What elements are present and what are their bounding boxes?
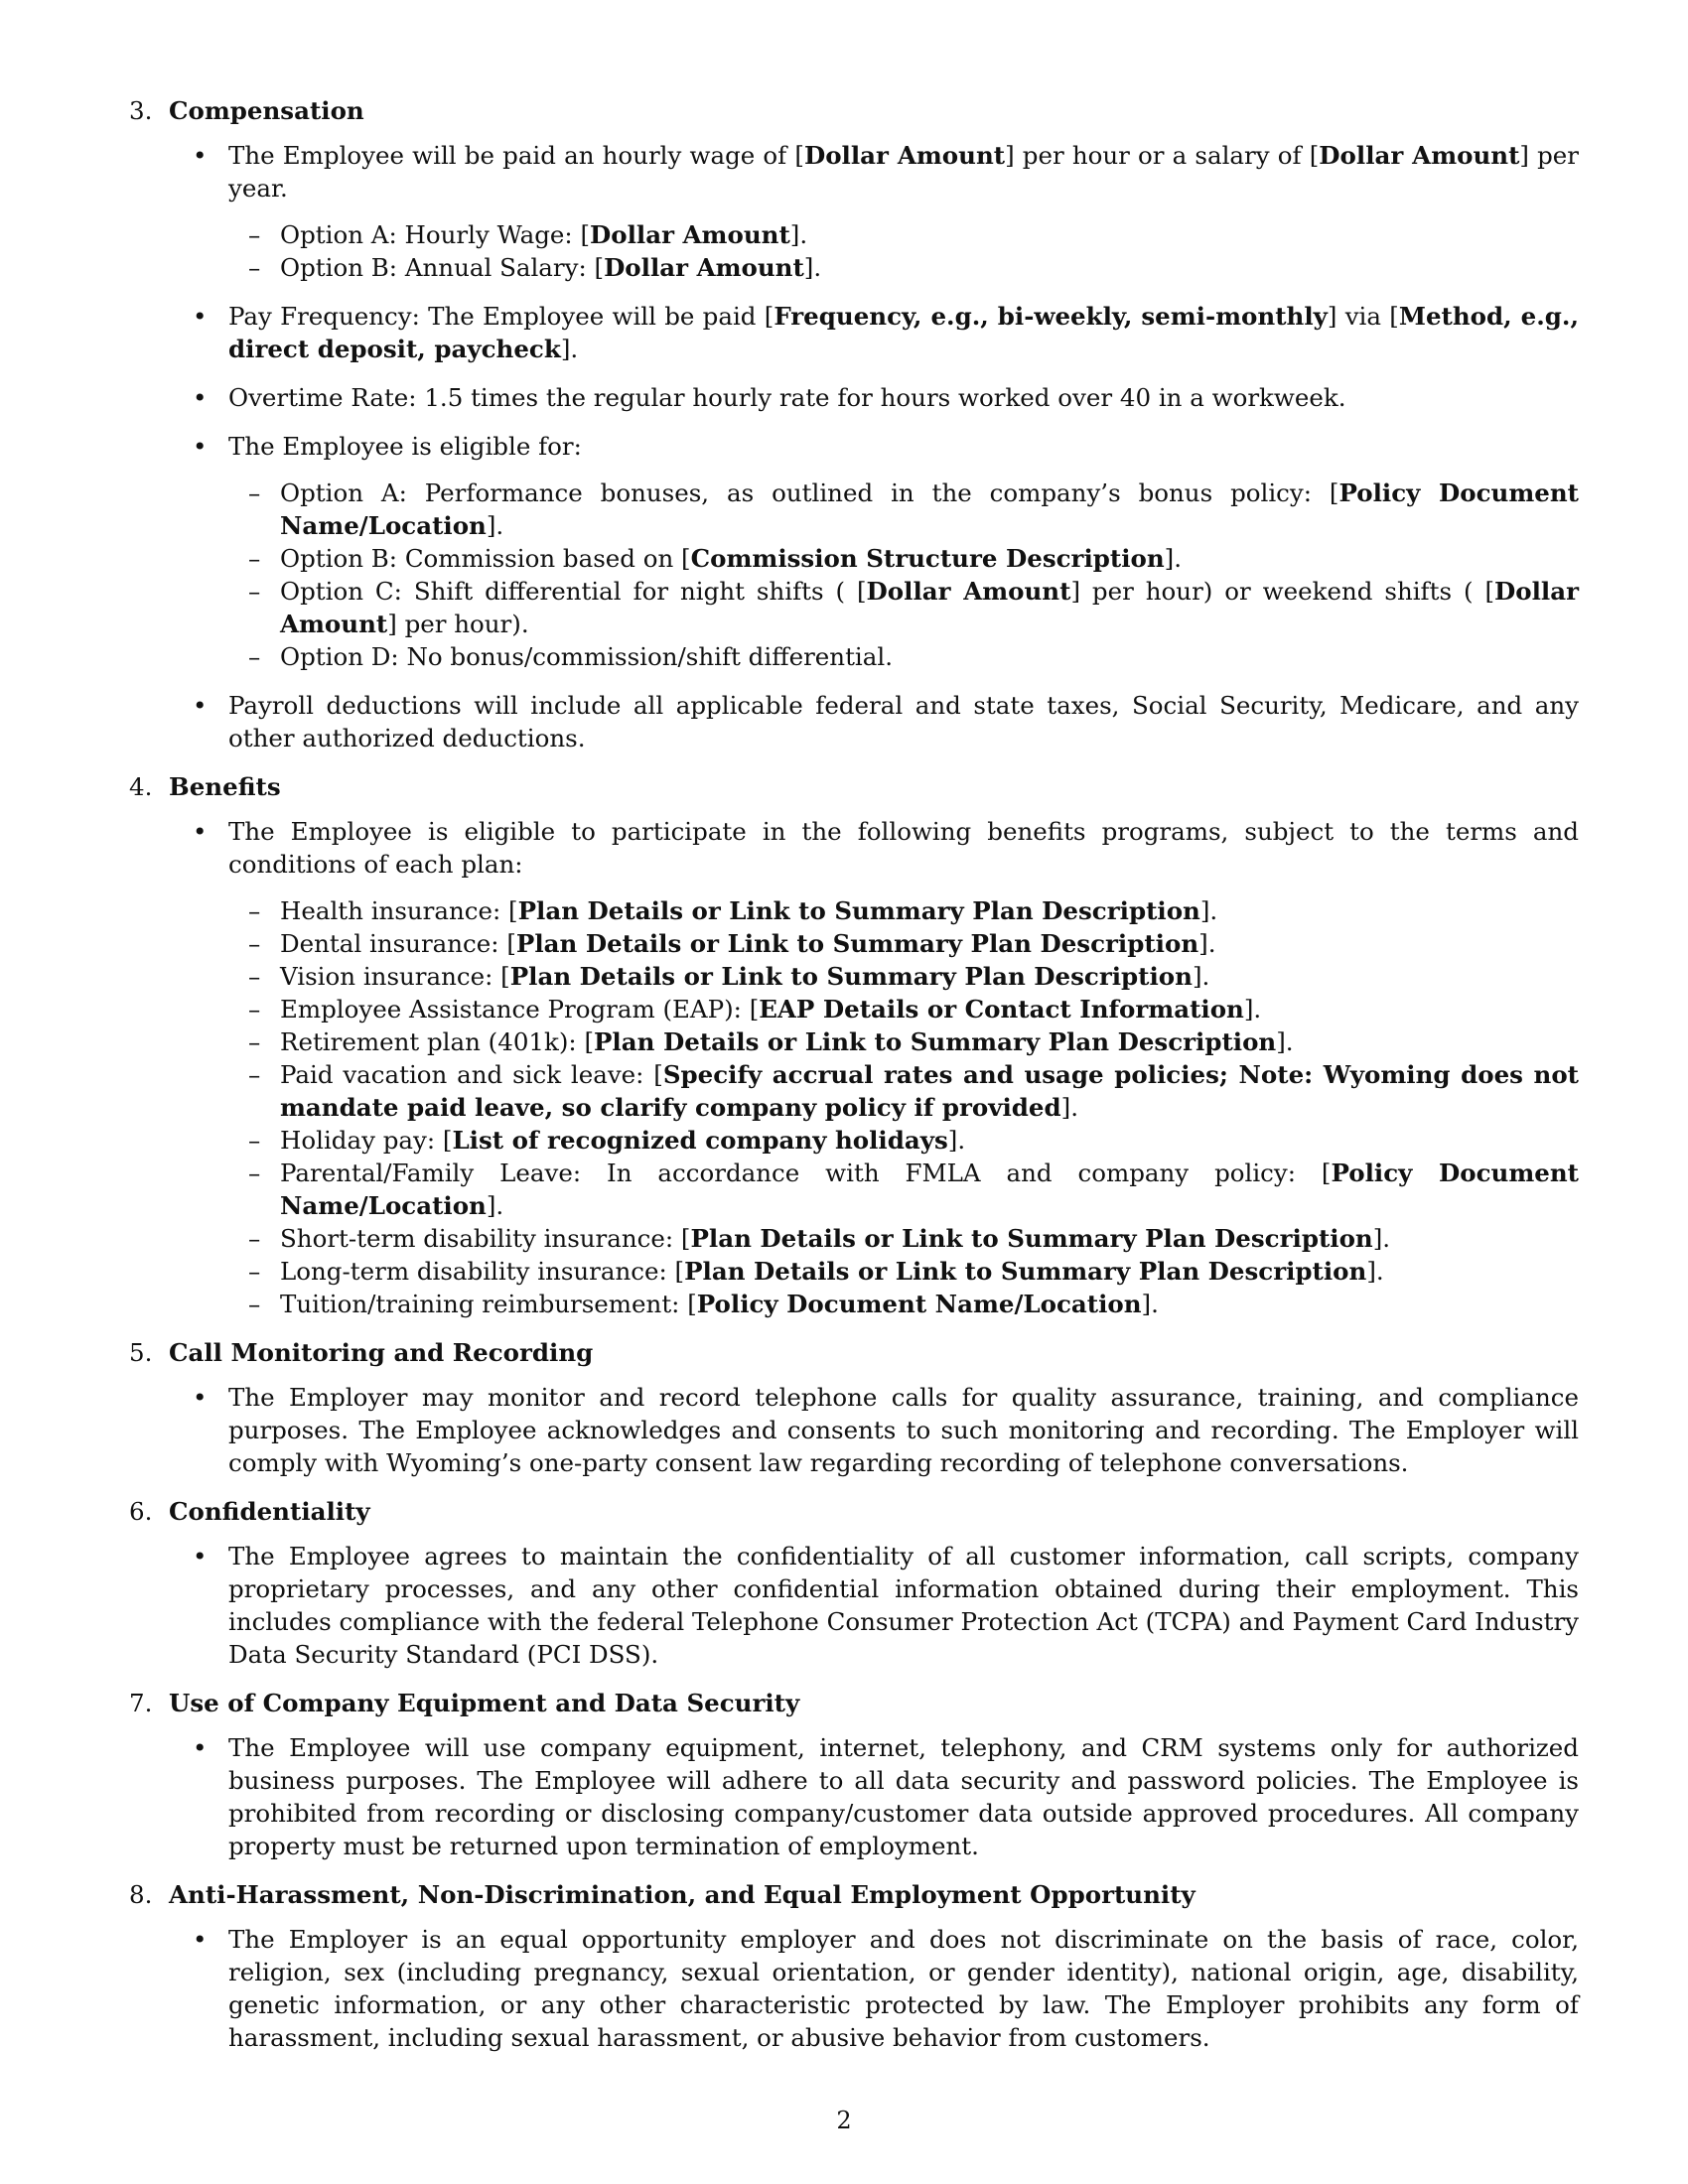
bullet-item bbox=[169, 139, 1579, 284]
placeholder-field: Plan Details or Link to Summary Plan Description bbox=[684, 1257, 1367, 1286]
placeholder-field: Dollar Amount bbox=[590, 220, 790, 249]
bullet-text bbox=[228, 1381, 1579, 1479]
text-run: Health insurance: [ bbox=[280, 896, 518, 925]
sub-item bbox=[228, 251, 1579, 284]
text-run: The Employer is an equal opportunity employer and does not discriminate on the basis of race, color, religion, sex (including pregnancy, sexual orientation, or gender identity), national origin, age, disability, genetic information, or any other characteristic protected by law. The Employer prohibits any form of harassment, including sexual harassment, or abusive behavior from customers. bbox=[228, 1925, 1579, 2052]
bullet-text bbox=[228, 1923, 1579, 2054]
sub-list bbox=[228, 894, 1579, 1320]
bullet-item bbox=[169, 430, 1579, 673]
text-run: Retirement plan (401k): [ bbox=[280, 1027, 594, 1056]
sub-item bbox=[228, 894, 1579, 927]
sub-item bbox=[228, 993, 1579, 1025]
bullet-list bbox=[169, 1923, 1579, 2054]
bullet-item bbox=[169, 1923, 1579, 2054]
section-heading: Confidentiality bbox=[169, 1497, 370, 1526]
text-run: Option B: Commission based on [ bbox=[280, 544, 691, 573]
sub-item bbox=[228, 1058, 1579, 1124]
text-run: ]. bbox=[1372, 1224, 1391, 1253]
bullet-text bbox=[228, 1731, 1579, 1862]
section bbox=[129, 1495, 1579, 1671]
text-run: Overtime Rate: 1.5 times the regular hourly rate for hours worked over 40 in a workweek. bbox=[228, 383, 1346, 412]
text-run: Option B: Annual Salary: [ bbox=[280, 253, 605, 282]
bullet-item bbox=[169, 689, 1579, 754]
text-run: The Employer may monitor and record telephone calls for quality assurance, training, and compliance purposes. The Employee acknowledges and consents to such monitoring and recording. The Employer will comply with Wyoming’s one-party consent law regarding recording of telephone conversations. bbox=[228, 1383, 1579, 1477]
text-run: ] via [ bbox=[1327, 302, 1399, 331]
sub-item bbox=[228, 927, 1579, 960]
text-run: Vision insurance: [ bbox=[280, 962, 510, 991]
text-run: The Employee will be paid an hourly wage of [ bbox=[228, 141, 804, 170]
text-run: ]. bbox=[1164, 544, 1183, 573]
section bbox=[129, 94, 1579, 754]
bullet-item bbox=[169, 300, 1579, 365]
text-run: Paid vacation and sick leave: [ bbox=[280, 1060, 663, 1089]
text-run: ] per year. bbox=[228, 141, 1580, 203]
bullet-text bbox=[228, 1540, 1579, 1671]
text-run: Option A: Performance bonuses, as outlined in the company’s bonus policy: [ bbox=[280, 478, 1339, 507]
bullet-text bbox=[228, 381, 1579, 414]
bullet-list bbox=[169, 139, 1579, 754]
placeholder-field: Plan Details or Link to Summary Plan Description bbox=[690, 1224, 1373, 1253]
sub-item bbox=[228, 575, 1579, 640]
section-heading: Compensation bbox=[169, 96, 364, 125]
sub-item bbox=[228, 1124, 1579, 1157]
text-run: ]. bbox=[560, 335, 579, 363]
text-run: The Employee is eligible to participate in the following benefits programs, subject to the terms and conditions of each plan: bbox=[228, 817, 1579, 879]
section-number: 8. bbox=[129, 1880, 153, 1909]
text-run: ] per hour). bbox=[387, 610, 529, 638]
placeholder-field: Plan Details or Link to Summary Plan Description bbox=[594, 1027, 1277, 1056]
placeholder-field: Policy Document Name/Location bbox=[696, 1290, 1142, 1318]
sub-item bbox=[228, 640, 1579, 673]
sub-item bbox=[228, 542, 1579, 575]
bullet-list bbox=[169, 815, 1579, 1320]
text-run: Dental insurance: [ bbox=[280, 929, 516, 958]
text-run: ]. bbox=[486, 511, 504, 540]
text-run: ] per hour or a salary of [ bbox=[1005, 141, 1320, 170]
text-run: Payroll deductions will include all applicable federal and state taxes, Social Security, Medicare, and any other authorized deductions. bbox=[228, 691, 1579, 752]
text-run: Short-term disability insurance: [ bbox=[280, 1224, 691, 1253]
sub-item bbox=[228, 1288, 1579, 1320]
bullet-text bbox=[228, 139, 1579, 205]
placeholder-field: List of recognized company holidays bbox=[452, 1126, 948, 1155]
placeholder-field: Dollar Amount bbox=[866, 577, 1071, 606]
page-number: 2 bbox=[836, 2107, 852, 2134]
text-run: Employee Assistance Program (EAP): [ bbox=[280, 995, 760, 1024]
text-run: ]. bbox=[947, 1126, 966, 1155]
bullet-item bbox=[169, 1381, 1579, 1479]
text-run: ]. bbox=[1198, 929, 1216, 958]
text-run: Holiday pay: [ bbox=[280, 1126, 453, 1155]
text-run: ]. bbox=[1141, 1290, 1159, 1318]
sub-item bbox=[228, 1255, 1579, 1288]
text-run: The Employee will use company equipment, internet, telephony, and CRM systems only for authorized business purposes. The Employee will adhere to all data security and password policies. The Employee is prohibited from recording or disclosing company/customer data outside approved procedures. All company property must be returned upon termination of employment. bbox=[228, 1733, 1579, 1860]
placeholder-field: Frequency, e.g., bi-weekly, semi-monthly bbox=[774, 302, 1328, 331]
section bbox=[129, 1687, 1579, 1862]
text-run: ]. bbox=[1192, 962, 1210, 991]
placeholder-field: Plan Details or Link to Summary Plan Description bbox=[509, 962, 1193, 991]
sub-item bbox=[228, 1025, 1579, 1058]
text-run: ]. bbox=[486, 1191, 504, 1220]
placeholder-field: Dollar Amount bbox=[604, 253, 804, 282]
text-run: ]. bbox=[1243, 995, 1262, 1024]
section-number: 4. bbox=[129, 772, 153, 801]
text-run: The Employee is eligible for: bbox=[228, 432, 582, 461]
placeholder-field: Dollar Amount bbox=[1319, 141, 1520, 170]
placeholder-field: EAP Details or Contact Information bbox=[759, 995, 1244, 1024]
section-heading: Anti-Harassment, Non-Discrimination, and Equal Employment Opportunity bbox=[169, 1880, 1196, 1909]
sub-item bbox=[228, 218, 1579, 251]
text-run: The Employee agrees to maintain the confidentiality of all customer information, call scripts, company proprietary processes, and any other confidential information obtained during their employment. This includes compliance with the federal Telephone Consumer Protection Act (TCPA) and Payment Card Industry Data Security Standard (PCI DSS). bbox=[228, 1542, 1579, 1669]
placeholder-field: Specify accrual rates and usage policies; Note: Wyoming does not mandate paid leave, so clarify company policy if provided bbox=[280, 1060, 1579, 1122]
section-heading: Use of Company Equipment and Data Security bbox=[169, 1689, 800, 1717]
sub-item bbox=[228, 477, 1579, 542]
section bbox=[129, 1878, 1579, 2054]
text-run: Option D: No bonus/commission/shift differential. bbox=[280, 642, 893, 671]
sub-list bbox=[228, 477, 1579, 673]
text-run: Pay Frequency: The Employee will be paid [ bbox=[228, 302, 774, 331]
text-run: Option C: Shift differential for night shifts ( [ bbox=[280, 577, 867, 606]
text-run: ]. bbox=[789, 220, 808, 249]
bullet-list bbox=[169, 1381, 1579, 1479]
section-heading: Benefits bbox=[169, 772, 281, 801]
bullet-text bbox=[228, 689, 1579, 754]
section-number: 6. bbox=[129, 1497, 153, 1526]
placeholder-field: Method, e.g., direct deposit, paycheck bbox=[228, 302, 1579, 363]
text-run: ]. bbox=[1060, 1093, 1079, 1122]
bullet-item bbox=[169, 381, 1579, 414]
bullet-list bbox=[169, 1540, 1579, 1671]
section bbox=[129, 770, 1579, 1320]
text-run: Tuition/training reimbursement: [ bbox=[280, 1290, 697, 1318]
bullet-text bbox=[228, 300, 1579, 365]
text-run: ]. bbox=[803, 253, 822, 282]
text-run: ]. bbox=[1199, 896, 1218, 925]
section-heading: Call Monitoring and Recording bbox=[169, 1338, 594, 1367]
placeholder-field: Policy Document Name/Location bbox=[280, 1159, 1579, 1220]
placeholder-field: Commission Structure Description bbox=[690, 544, 1165, 573]
placeholder-field: Policy Document Name/Location bbox=[280, 478, 1579, 540]
placeholder-field: Plan Details or Link to Summary Plan Description bbox=[515, 929, 1199, 958]
placeholder-field: Dollar Amount bbox=[280, 577, 1580, 638]
sub-item bbox=[228, 1222, 1579, 1255]
bullet-list bbox=[169, 1731, 1579, 1862]
bullet-text bbox=[228, 430, 1579, 463]
text-run: Parental/Family Leave: In accordance with FMLA and company policy: [ bbox=[280, 1159, 1332, 1187]
sub-item bbox=[228, 1157, 1579, 1222]
bullet-item bbox=[169, 815, 1579, 1320]
text-run: ]. bbox=[1366, 1257, 1384, 1286]
text-run: Long-term disability insurance: [ bbox=[280, 1257, 685, 1286]
bullet-item bbox=[169, 1540, 1579, 1671]
section-number: 7. bbox=[129, 1689, 153, 1717]
section-list bbox=[129, 94, 1579, 2054]
section-number: 5. bbox=[129, 1338, 153, 1367]
section bbox=[129, 1336, 1579, 1479]
bullet-item bbox=[169, 1731, 1579, 1862]
section-number: 3. bbox=[129, 96, 153, 125]
bullet-text bbox=[228, 815, 1579, 881]
placeholder-field: Plan Details or Link to Summary Plan Description bbox=[517, 896, 1200, 925]
text-run: Option A: Hourly Wage: [ bbox=[280, 220, 591, 249]
text-run: ]. bbox=[1276, 1027, 1294, 1056]
text-run: ] per hour) or weekend shifts ( [ bbox=[1070, 577, 1495, 606]
sub-item bbox=[228, 960, 1579, 993]
placeholder-field: Dollar Amount bbox=[803, 141, 1006, 170]
sub-list bbox=[228, 218, 1579, 284]
